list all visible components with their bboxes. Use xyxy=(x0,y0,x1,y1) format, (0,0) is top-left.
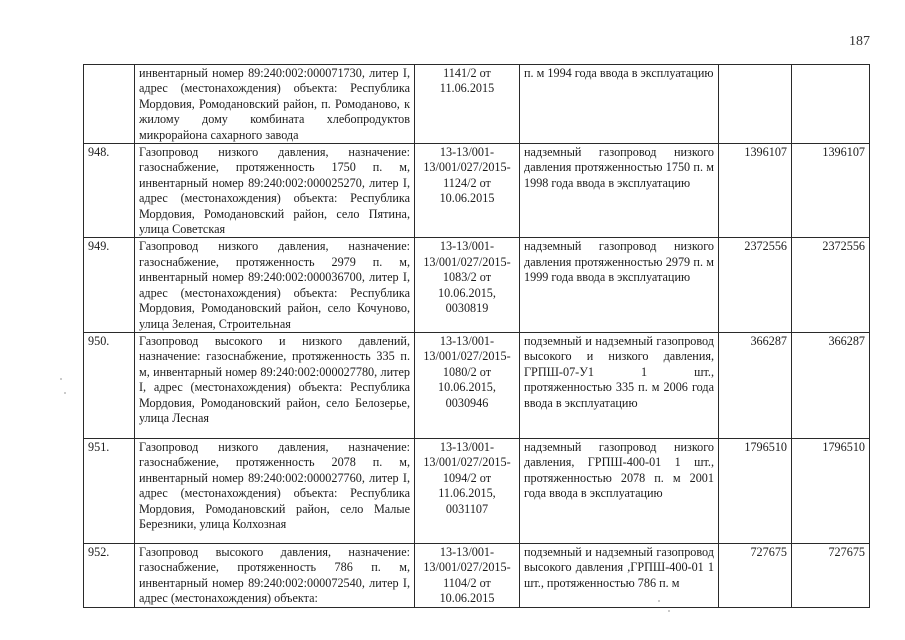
balance-value: 1396107 xyxy=(719,144,792,238)
table-row xyxy=(84,543,870,607)
balance-value: 366287 xyxy=(719,332,792,438)
object-characteristics: п. м 1994 года ввода в эксплуатацию xyxy=(520,65,719,144)
property-register-table xyxy=(83,64,870,608)
table-row xyxy=(84,438,870,543)
object-description: Газопровод низкого давления, назначение: газоснабжение, протяженность 2979 п. м, инвентарный номер 89:240:002:000036700, литер I, адрес (местонахождения) объекта: Республика Мордовия, Ромодановский район, село Кочуново, улица Зеленая, Строительная xyxy=(135,238,415,332)
scan-speck xyxy=(668,610,670,612)
residual-value: 1396107 xyxy=(792,144,870,238)
row-number xyxy=(84,65,135,144)
balance-value xyxy=(719,65,792,144)
registration-record: 13-13/001-13/001/027/2015-1080/2 от 10.06.2015, 0030946 xyxy=(415,332,520,438)
residual-value: 366287 xyxy=(792,332,870,438)
row-number: 950. xyxy=(84,332,135,438)
object-characteristics: надземный газопровод низкого давления, ГРПШ-400-01 1 шт., протяженностью 2078 п. м 2001 года ввода в эксплуатацию xyxy=(520,438,719,543)
table-row xyxy=(84,332,870,438)
object-description: инвентарный номер 89:240:002:000071730, литер I, адрес (местонахождения) объекта: Республика Мордовия, Ромодановский район, п. Ромоданово, к жилому дому комбината хлебопродуктов микрорайона сахарного завода xyxy=(135,65,415,144)
object-characteristics: подземный и надземный газопровод высокого и низкого давления, ГРПШ-07-У1 1 шт., протяженностью 335 п. м 2006 года ввода в эксплуатацию xyxy=(520,332,719,438)
row-number: 948. xyxy=(84,144,135,238)
scan-speck xyxy=(658,600,660,602)
registration-record: 13-13/001-13/001/027/2015-1083/2 от 10.06.2015, 0030819 xyxy=(415,238,520,332)
table-row xyxy=(84,65,870,144)
balance-value: 1796510 xyxy=(719,438,792,543)
registration-record: 13-13/001-13/001/027/2015-1124/2 от 10.06.2015 xyxy=(415,144,520,238)
object-characteristics: надземный газопровод низкого давления протяженностью 2979 п. м 1999 года ввода в эксплуатацию xyxy=(520,238,719,332)
row-number: 952. xyxy=(84,543,135,607)
object-characteristics: надземный газопровод низкого давления протяженностью 1750 п. м 1998 года ввода в эксплуатацию xyxy=(520,144,719,238)
table-row xyxy=(84,238,870,332)
object-description: Газопровод высокого и низкого давлений, назначение: газоснабжение, протяженность 335 п. м, инвентарный номер 89:240:002:000027780, литер I, адрес (местонахождения) объекта: Республика Мордовия, Ромодановский район, село Белозерье, улица Лесная xyxy=(135,332,415,438)
scan-speck xyxy=(64,392,66,394)
residual-value: 2372556 xyxy=(792,238,870,332)
object-characteristics: подземный и надземный газопровод высокого давления ,ГРПШ-400-01 1 шт., протяженностью 786 п. м xyxy=(520,543,719,607)
row-number: 949. xyxy=(84,238,135,332)
residual-value xyxy=(792,65,870,144)
object-description: Газопровод высокого давления, назначение: газоснабжение, протяженность 786 п. м, инвентарный номер 89:240:002:000072540, литер I, адрес (местонахождения) объекта: xyxy=(135,543,415,607)
residual-value: 1796510 xyxy=(792,438,870,543)
object-description: Газопровод низкого давления, назначение: газоснабжение, протяженность 2078 п. м, инвентарный номер 89:240:002:000027760, литер I, адрес (местонахождения) объекта: Республика Мордовия, Ромодановский район, село Малые Березники, улица Колхозная xyxy=(135,438,415,543)
registration-record: 13-13/001-13/001/027/2015-1094/2 от 11.06.2015, 0031107 xyxy=(415,438,520,543)
residual-value: 727675 xyxy=(792,543,870,607)
table-row xyxy=(84,144,870,238)
registration-record: 13-13/001-13/001/027/2015-1104/2 от 10.06.2015 xyxy=(415,543,520,607)
balance-value: 727675 xyxy=(719,543,792,607)
registration-record: 1141/2 от 11.06.2015 xyxy=(415,65,520,144)
balance-value: 2372556 xyxy=(719,238,792,332)
object-description: Газопровод низкого давления, назначение: газоснабжение, протяженность 1750 п. м, инвентарный номер 89:240:002:000025270, литер I, адрес (местонахождения) объекта: Республика Мордовия, Ромодановский район, село Пятина, улица Советская xyxy=(135,144,415,238)
scan-speck xyxy=(60,378,62,380)
row-number: 951. xyxy=(84,438,135,543)
page-number: 187 xyxy=(849,34,870,49)
